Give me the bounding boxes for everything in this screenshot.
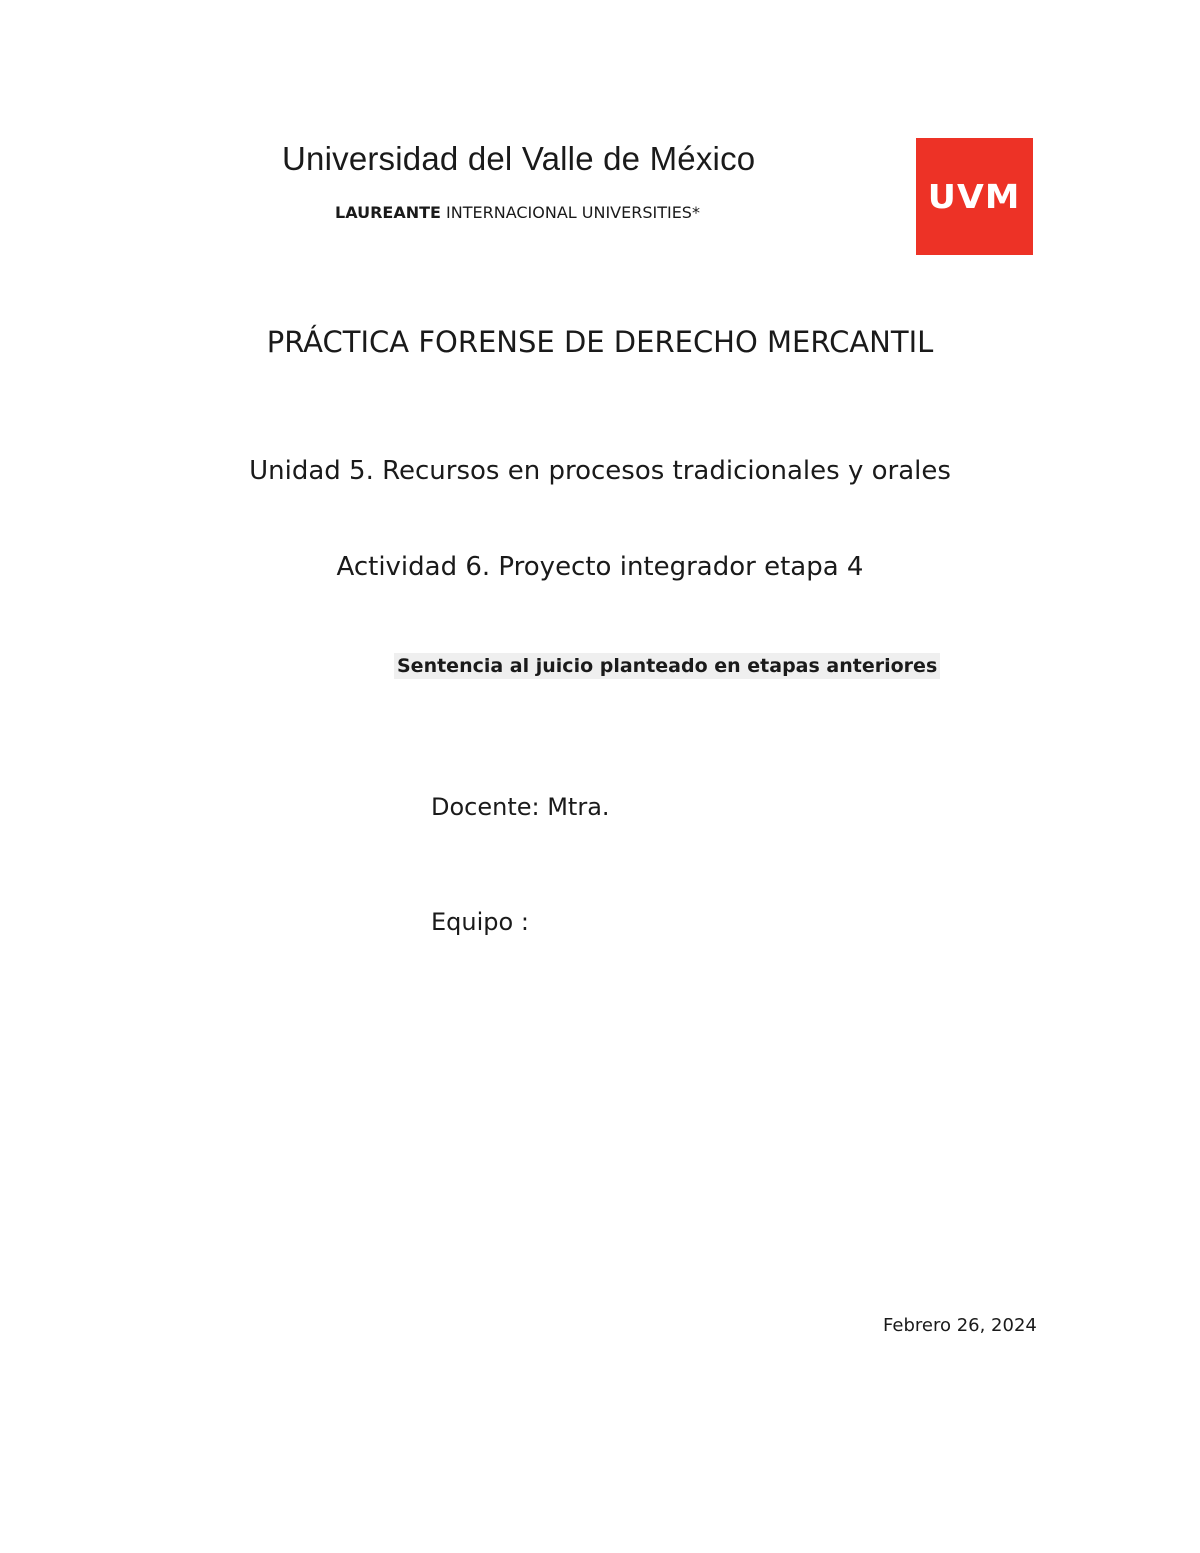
uvm-logo (916, 138, 1033, 255)
network-tagline-rest: INTERNACIONAL UNIVERSITIES* (440, 203, 700, 222)
unit-title: Unidad 5. Recursos en procesos tradicionales y orales (249, 456, 951, 486)
teacher-line: Docente: Mtra. (431, 793, 610, 821)
document-subtitle: Sentencia al juicio planteado en etapas anteriores (394, 653, 940, 679)
activity-title: Actividad 6. Proyecto integrador etapa 4 (336, 552, 864, 582)
course-title: PRÁCTICA FORENSE DE DERECHO MERCANTIL (266, 325, 934, 359)
network-tagline-bold: LAUREANTE (335, 203, 441, 222)
network-tagline (335, 203, 700, 222)
team-line: Equipo : (431, 908, 529, 936)
uvm-logo-text: UVM (928, 177, 1021, 216)
document-date: Febrero 26, 2024 (883, 1315, 1037, 1336)
university-name: Universidad del Valle de México (282, 140, 756, 177)
